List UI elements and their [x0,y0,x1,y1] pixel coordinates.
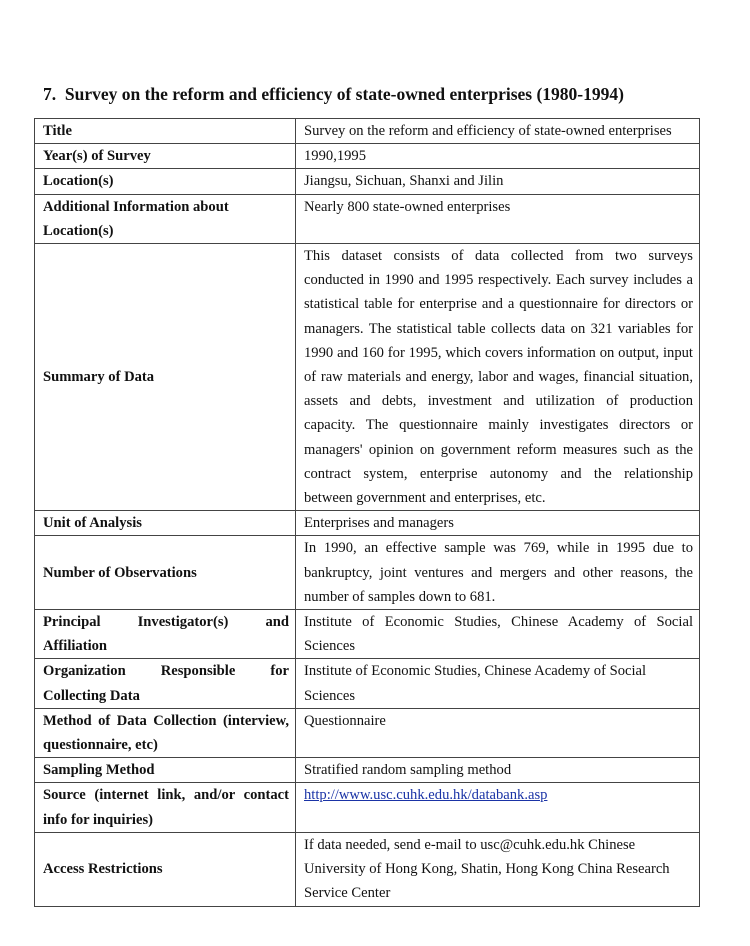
table-row [35,244,700,511]
table-row [35,536,700,610]
row-value: Survey on the reform and efficiency of state-owned enterprises [296,119,700,144]
row-value-cell [296,783,700,832]
row-value: Enterprises and managers [296,511,700,536]
row-label: Additional Information about Location(s) [35,194,296,243]
row-value: Institute of Economic Studies, Chinese Academy of Social Sciences [296,659,700,708]
row-value: 1990,1995 [296,144,700,169]
row-value: If data needed, send e-mail to usc@cuhk.edu.hk Chinese University of Hong Kong, Shatin, Hong Kong China Research Service Center [296,832,700,906]
row-label: Organization Responsible for Collecting Data [35,659,296,708]
table-row [35,659,700,708]
row-label: Method of Data Collection (interview, questionnaire, etc) [35,708,296,757]
row-label: Sampling Method [35,758,296,783]
table-row [35,610,700,659]
row-label: Location(s) [35,169,296,194]
table-row [35,832,700,906]
row-value: In 1990, an effective sample was 769, while in 1995 due to bankruptcy, joint ventures and mergers and other reasons, the number of samples down to 681. [296,536,700,610]
row-value: Nearly 800 state-owned enterprises [296,194,700,243]
row-value: This dataset consists of data collected from two surveys conducted in 1990 and 1995 respectively. Each survey includes a statistical table for enterprise and a questionnaire for directors or managers. The statistical table collects data on 321 variables for 1990 and 160 for 1995, which covers information on output, input of raw materials and energy, labor and wages, financial situation, assets and debts, investment and utilization of production capacity. The questionnaire mainly investigates directors or managers' opinion on government reform measures such as the contract system, enterprise autonomy and the relationship between government and enterprises, etc. [296,244,700,511]
dataset-metadata-table [34,118,700,907]
row-label: Number of Observations [35,536,296,610]
row-value: Jiangsu, Sichuan, Shanxi and Jilin [296,169,700,194]
row-label: Principal Investigator(s) and Affiliation [35,610,296,659]
row-label: Access Restrictions [35,832,296,906]
table-row [35,144,700,169]
row-value: Stratified random sampling method [296,758,700,783]
databank-link[interactable]: http://www.usc.cuhk.edu.hk/databank.asp [304,787,548,804]
row-value: Questionnaire [296,708,700,757]
table-row [35,758,700,783]
row-value: Institute of Economic Studies, Chinese Academy of Social Sciences [296,610,700,659]
table-row [35,119,700,144]
row-label: Title [35,119,296,144]
table-row [35,194,700,243]
row-label: Unit of Analysis [35,511,296,536]
table-row [35,783,700,832]
row-label: Summary of Data [35,244,296,511]
table-row [35,169,700,194]
table-row [35,708,700,757]
section-heading: 7. Survey on the reform and efficiency of state-owned enterprises (1980-1994) [43,84,624,104]
row-label: Year(s) of Survey [35,144,296,169]
table-row [35,511,700,536]
row-label: Source (internet link, and/or contact info for inquiries) [35,783,296,832]
